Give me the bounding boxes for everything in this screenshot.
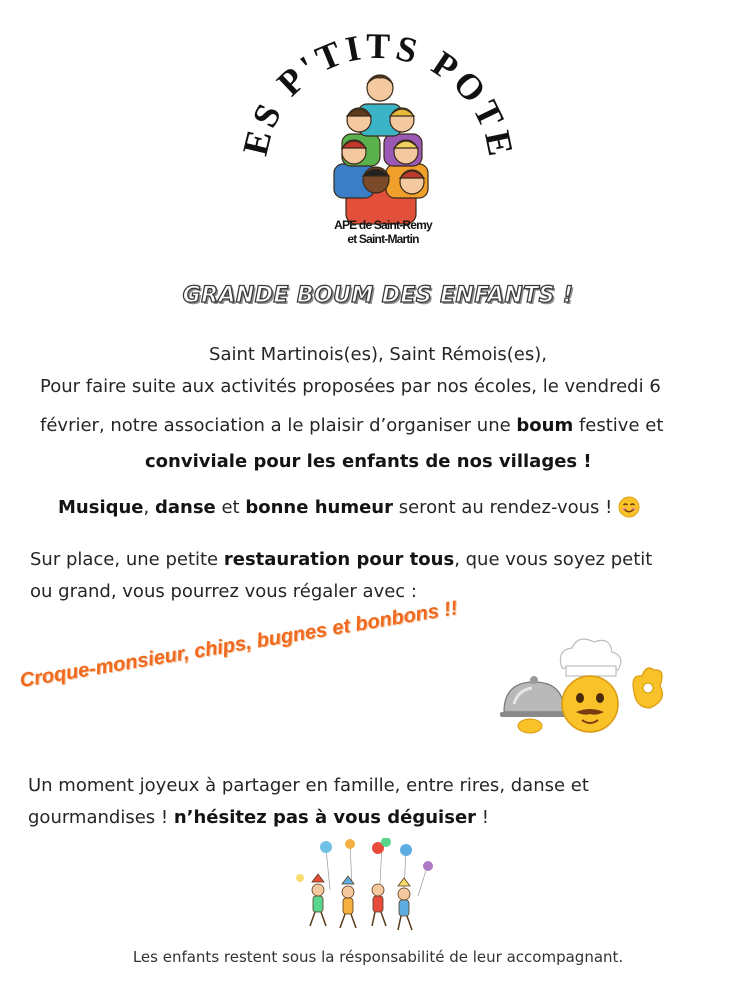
intro-line-2 — [40, 414, 663, 438]
fun-line-end: seront au rendez-vous ! — [392, 497, 619, 518]
fun-word-musique: Musique — [58, 497, 144, 518]
closing-line-2-start: gourmandises ! — [28, 807, 174, 828]
closing-line-1: Un moment joyeux à partager en famille, entre rires, danse et — [28, 775, 589, 796]
fun-sep-2: et — [215, 497, 246, 518]
intro-line-1: Pour faire suite aux activités proposées par nos écoles, le vendredi 6 — [40, 376, 661, 397]
chef-emoji-illustration — [500, 630, 680, 740]
fun-word-danse: danse — [154, 497, 216, 518]
closing-line-2-end: ! — [476, 807, 489, 828]
logo-title: LES P'TITS POTES — [223, 0, 522, 163]
food-line-1 — [30, 548, 652, 572]
closing-costume: n’hésitez pas à vous déguiser — [173, 807, 477, 828]
intro-line-2-end: festive et — [573, 415, 664, 436]
closing-line-2 — [28, 806, 489, 830]
greeting-line: Saint Martinois(es), Saint Rémois(es), — [209, 344, 547, 365]
logo-subtitle-line2: et Saint-Martin — [347, 232, 419, 246]
logo-subtitle-line1: APE de Saint-Remy — [334, 218, 432, 232]
smiling-face-icon — [618, 496, 640, 518]
food-line-1-end: , que vous soyez petit — [454, 549, 653, 570]
food-restauration: restauration pour tous — [223, 549, 455, 570]
intro-boum-word: boum — [516, 415, 574, 436]
fun-sep-1: , — [143, 497, 155, 518]
food-line-2: ou grand, vous pourrez vous régaler avec : — [30, 581, 417, 602]
food-line-1-start: Sur place, une petite — [30, 549, 224, 570]
menu-banner: Croque-monsieur, chips, bugnes et bonbons !! — [18, 597, 460, 693]
fun-line — [58, 496, 640, 520]
kids-balloons-illustration — [290, 838, 440, 933]
intro-line-2-start: février, notre association a le plaisir d’organiser une — [40, 415, 517, 436]
footer-note: Les enfants restent sous la résponsabilité de leur accompagnant. — [132, 948, 624, 966]
fun-word-humeur: bonne humeur — [245, 497, 393, 518]
page-title: GRANDE BOUM DES ENFANTS ! — [182, 283, 574, 308]
association-logo — [223, 0, 522, 260]
intro-line-3: conviviale pour les enfants de nos villages ! — [145, 451, 592, 472]
